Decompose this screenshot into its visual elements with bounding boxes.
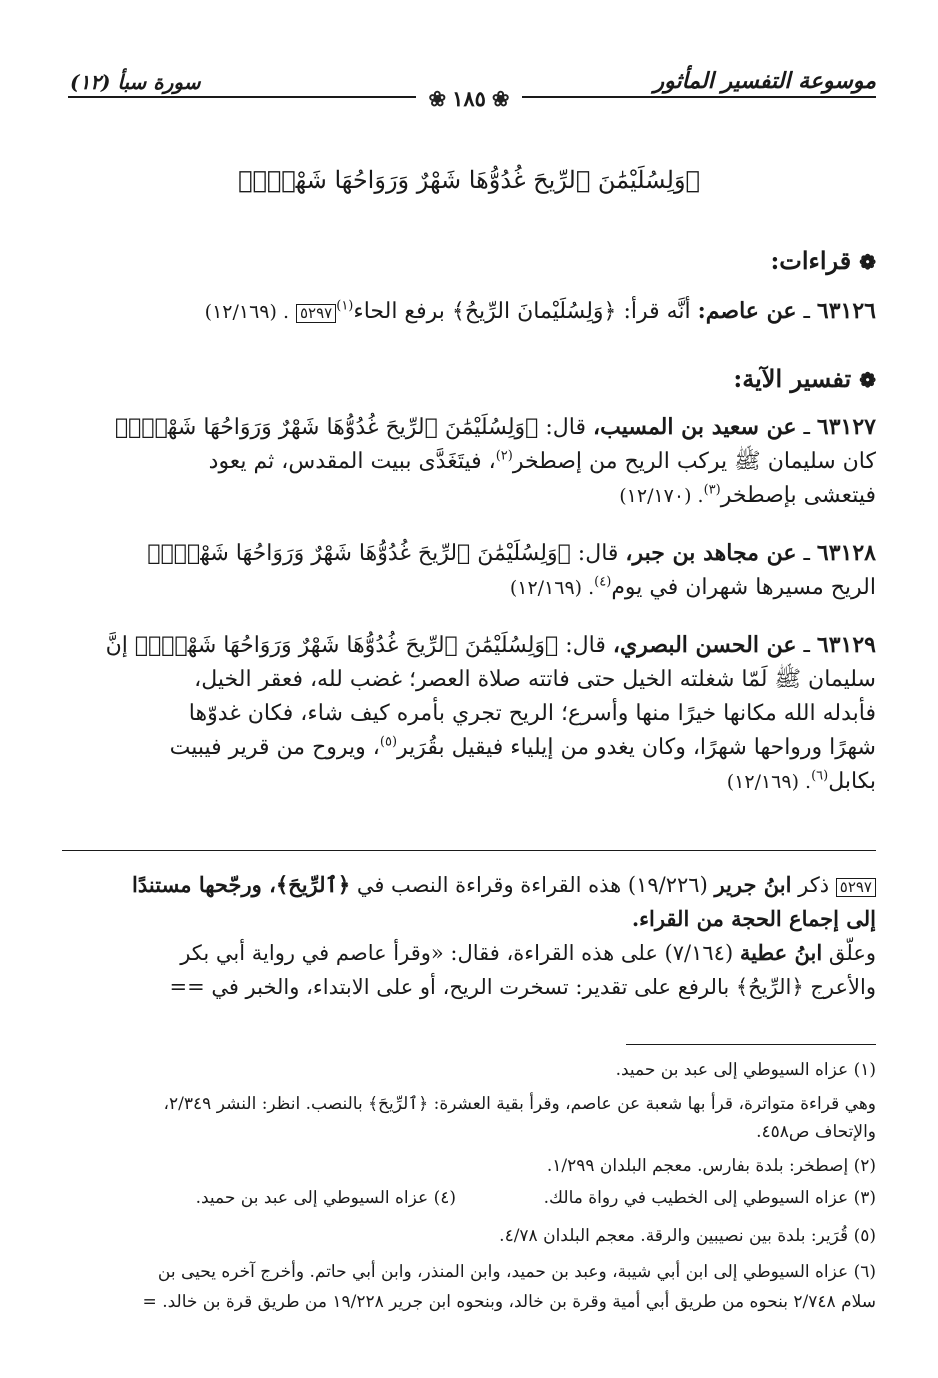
entry-text: ، فيتَغَدَّى ببيت المقدس، ثم يعود xyxy=(208,449,496,474)
entry-text: برفع الحاء xyxy=(353,299,445,324)
quran-quote: ﴿وَلِسُلَيْمانَ الرِّيحُ﴾ xyxy=(451,299,617,324)
ornament-icon: ❀ xyxy=(486,86,516,111)
section-title: قراءات: xyxy=(770,246,852,275)
scholar-name: ابنُ عطية xyxy=(739,940,823,965)
volume-ref: . (١٢/١٦٩) xyxy=(726,771,812,793)
note-text: ذكر xyxy=(798,873,830,897)
entry-text: إنَّ xyxy=(105,633,128,658)
entry-text: فأبدله الله مكانها خيرًا منها وأسرع؛ الريح تجري بأمره كيف شاء، فكان غدوّها xyxy=(188,701,876,726)
narrator: عن مجاهد بن جبر، xyxy=(625,540,797,566)
flower-icon: ❁ xyxy=(859,250,876,274)
entry-number: ٦٣١٢٩ xyxy=(816,632,876,658)
narrator: عن الحسن البصري، xyxy=(612,632,797,658)
footnote-marker: (٢) xyxy=(495,448,513,464)
footnote-marker: (٥) xyxy=(379,734,398,750)
note-text: إلى إجماع الحجة من القراء. xyxy=(631,906,876,931)
book-title: موسوعة التفسير المأثور xyxy=(653,68,876,94)
flower-icon: ❁ xyxy=(859,368,876,392)
footnote-marker: (٣) xyxy=(703,482,721,498)
note-box-number: ٥٢٩٧ xyxy=(836,878,876,897)
footnote: وهي قراءة متواترة، قرأ بها شعبة عن عاصم، وقرأ بقية العشرة: ﴿ٱلرِّيحَ﴾ بالنصب. انظر: النشر ٢/٣٤٩، xyxy=(163,1094,876,1114)
footnote: (٢) إصطخر: بلدة بفارس. معجم البلدان ١/٢٩٩. xyxy=(546,1156,876,1176)
footnote: (١) عزاه السيوطي إلى عبد بن حميد. xyxy=(615,1060,876,1080)
ayah-heading: ﴿وَلِسُلَيْمَٰنَ ٱلرِّيحَ غُدُوُّهَا شَهْرٌ وَرَوَاحُهَا شَهْرٌۖ﴾ xyxy=(238,166,700,194)
entry-text: ، ويروح من قرير فيبيت xyxy=(169,735,380,760)
footnote-marker: (٦) xyxy=(811,768,829,784)
footnote-pair xyxy=(195,1188,876,1208)
volume-ref: . (١٢/١٧٠) xyxy=(619,485,704,507)
entry-text: فيتعشى بإصطخر xyxy=(720,483,876,508)
ornament-icon: ❀ xyxy=(422,86,452,111)
note-text: (٧/١٦٤) على هذه القراءة، فقال: «وقرأ عاصم في رواية أبي بكر xyxy=(180,941,734,965)
entry-text: قال: xyxy=(565,633,606,658)
quran-quote: ﴿وَلِسُلَيْمَٰنَ ٱلرِّيحَ غُدُوُّهَا شَهْرٌ وَرَوَاحُهَا شَهْرٌۖ﴾ xyxy=(134,633,559,658)
quran-quote: ﴿وَلِسُلَيْمَٰنَ ٱلرِّيحَ غُدُوُّهَا شَهْرٌ وَرَوَاحُهَا شَهْرٌۖ﴾ xyxy=(114,415,539,440)
quran-quote: ﴿ٱلرِّيحَ﴾ xyxy=(275,872,351,897)
footnote-marker: (١) xyxy=(336,298,354,314)
footnote-marker: (٤) xyxy=(594,574,612,590)
page-number: ١٨٥ xyxy=(452,86,486,111)
tafsir-entry: ٦٣١٢٨ ـ عن مجاهد بن جبر، قال: ﴿وَلِسُلَيْمَٰنَ ٱلرِّيحَ غُدُوُّهَا شَهْرٌ وَرَوَاحُهَا شَهْرٌۖ﴾ الريح مسيرها شهران في يوم$^{(٤)}$. (١٢/١٦٩) xyxy=(147,540,876,600)
footnote: والإتحاف ص٤٥٨. xyxy=(756,1122,876,1142)
entry-text: بكابل xyxy=(828,769,876,794)
note-text: ، ورجّحها مستندًا xyxy=(132,872,276,897)
entry-number: ٦٣١٢٨ xyxy=(816,540,876,566)
surah-name: سورة سبأ (١٢) xyxy=(70,70,201,94)
narrator: عن عاصم: xyxy=(697,298,797,324)
entry-text: الريح مسيرها شهران في يوم xyxy=(611,575,876,600)
footnote: (٦) عزاه السيوطي إلى ابن أبي شيبة، وعبد بن حميد، وابن المنذر، وابن أبي حاتم. وأخرج آخره يحيى بن xyxy=(157,1262,876,1282)
section-heading-qiraat xyxy=(770,246,876,275)
tafsir-entry: ٦٣١٢٧ ـ عن سعيد بن المسيب، قال: ﴿وَلِسُلَيْمَٰنَ ٱلرِّيحَ غُدُوُّهَا شَهْرٌ وَرَوَاحُهَا شَهْرٌۖ﴾ كان سليمان ﷺ يركب الريح من إصطخر$^{(٢)}$، فيتَغَدَّى ببيت المقدس، ثم يعود فيتعشى بإصطخر$^{(٣)}$. (١٢/١٧٠) xyxy=(114,414,876,508)
narrator: عن سعيد بن المسيب، xyxy=(593,414,797,440)
entry-text: سليمان ﷺ لَمّا شغلته الخيل حتى فاتته صلاة العصر؛ غضب لله، فعقر الخيل، xyxy=(194,667,876,692)
quran-quote: ﴿وَلِسُلَيْمَٰنَ ٱلرِّيحَ غُدُوُّهَا شَهْرٌ وَرَوَاحُهَا شَهْرٌۖ﴾ xyxy=(147,541,571,566)
entry-text: كان سليمان ﷺ يركب الريح من إصطخر xyxy=(512,449,876,474)
qiraat-entry: ٦٣١٢٦ ـ عن عاصم: أنَّه قرأ: ﴿وَلِسُلَيْمانَ الرِّيحُ﴾ برفع الحاء$^{(١)}$٥٢٩٧ . (١٢/١٦٩) xyxy=(204,298,876,324)
note-text: (١٩/٢٢٦) هذه القراءة وقراءة النصب في xyxy=(356,873,708,897)
note-text: والأعرج ﴿الرِّيحُ﴾ بالرفع على تقدير: تسخرت الريح، أو على الابتداء، والخبر في == xyxy=(169,975,876,999)
entry-text: قال: xyxy=(577,541,619,566)
scholar-name: ابنُ جرير xyxy=(714,872,792,897)
footnote-separator xyxy=(626,1044,876,1045)
footnote: (٣) عزاه السيوطي إلى الخطيب في رواة مالك. xyxy=(543,1188,876,1208)
note-text: وعلّق xyxy=(828,941,876,965)
tafsir-entry: ٦٣١٢٩ ـ عن الحسن البصري، قال: ﴿وَلِسُلَيْمَٰنَ ٱلرِّيحَ غُدُوُّهَا شَهْرٌ وَرَوَاحُهَا شَهْرٌۖ﴾ إنَّ سليمان ﷺ لَمّا شغلته الخيل حتى فاتته صلاة العصر؛ غضب لله، فعقر الخيل، فأبدله الله مكانها خيرًا منها وأسرع؛ الريح تجري بأمره كيف شاء، فكان غدوّها شهرًا ورواحها شهرًا، وكان يغدو من إيلياء فيقيل بقُرَير$^{(٥)}$، ويروح من قرير فيبيت بكابل$^{(٦)}$. (١٢/١٦٩) xyxy=(105,632,876,794)
note-box-number: ٥٢٩٧ xyxy=(296,304,336,323)
volume-ref: . (١٢/١٦٩) xyxy=(509,577,595,599)
entry-number: ٦٣١٢٦ xyxy=(816,298,876,324)
section-heading-tafsir xyxy=(733,364,876,393)
volume-ref: . (١٢/١٦٩) xyxy=(204,301,289,323)
page-number-row xyxy=(0,86,938,111)
scholar-note xyxy=(60,868,876,1004)
entry-number: ٦٣١٢٧ xyxy=(816,414,876,440)
note-separator xyxy=(62,850,876,851)
entry-text: قال: xyxy=(545,415,586,440)
section-title: تفسير الآية: xyxy=(733,364,852,393)
footnote: (٥) قُرَير: بلدة بين نصيبين والرقة. معجم البلدان ٤/٧٨. xyxy=(499,1226,876,1246)
entry-text: أنَّه قرأ: xyxy=(623,299,691,324)
entry-text: شهرًا ورواحها شهرًا، وكان يغدو من إيلياء فيقيل بقُرَير xyxy=(397,735,876,760)
footnote: سلام ٢/٧٤٨ بنحوه من طريق أبي أمية وقرة بن خالد، وبنحوه ابن جرير ١٩/٢٢٨ من طريق قرة بن خالد. = xyxy=(142,1292,876,1312)
footnote: (٤) عزاه السيوطي إلى عبد بن حميد. xyxy=(195,1188,456,1208)
